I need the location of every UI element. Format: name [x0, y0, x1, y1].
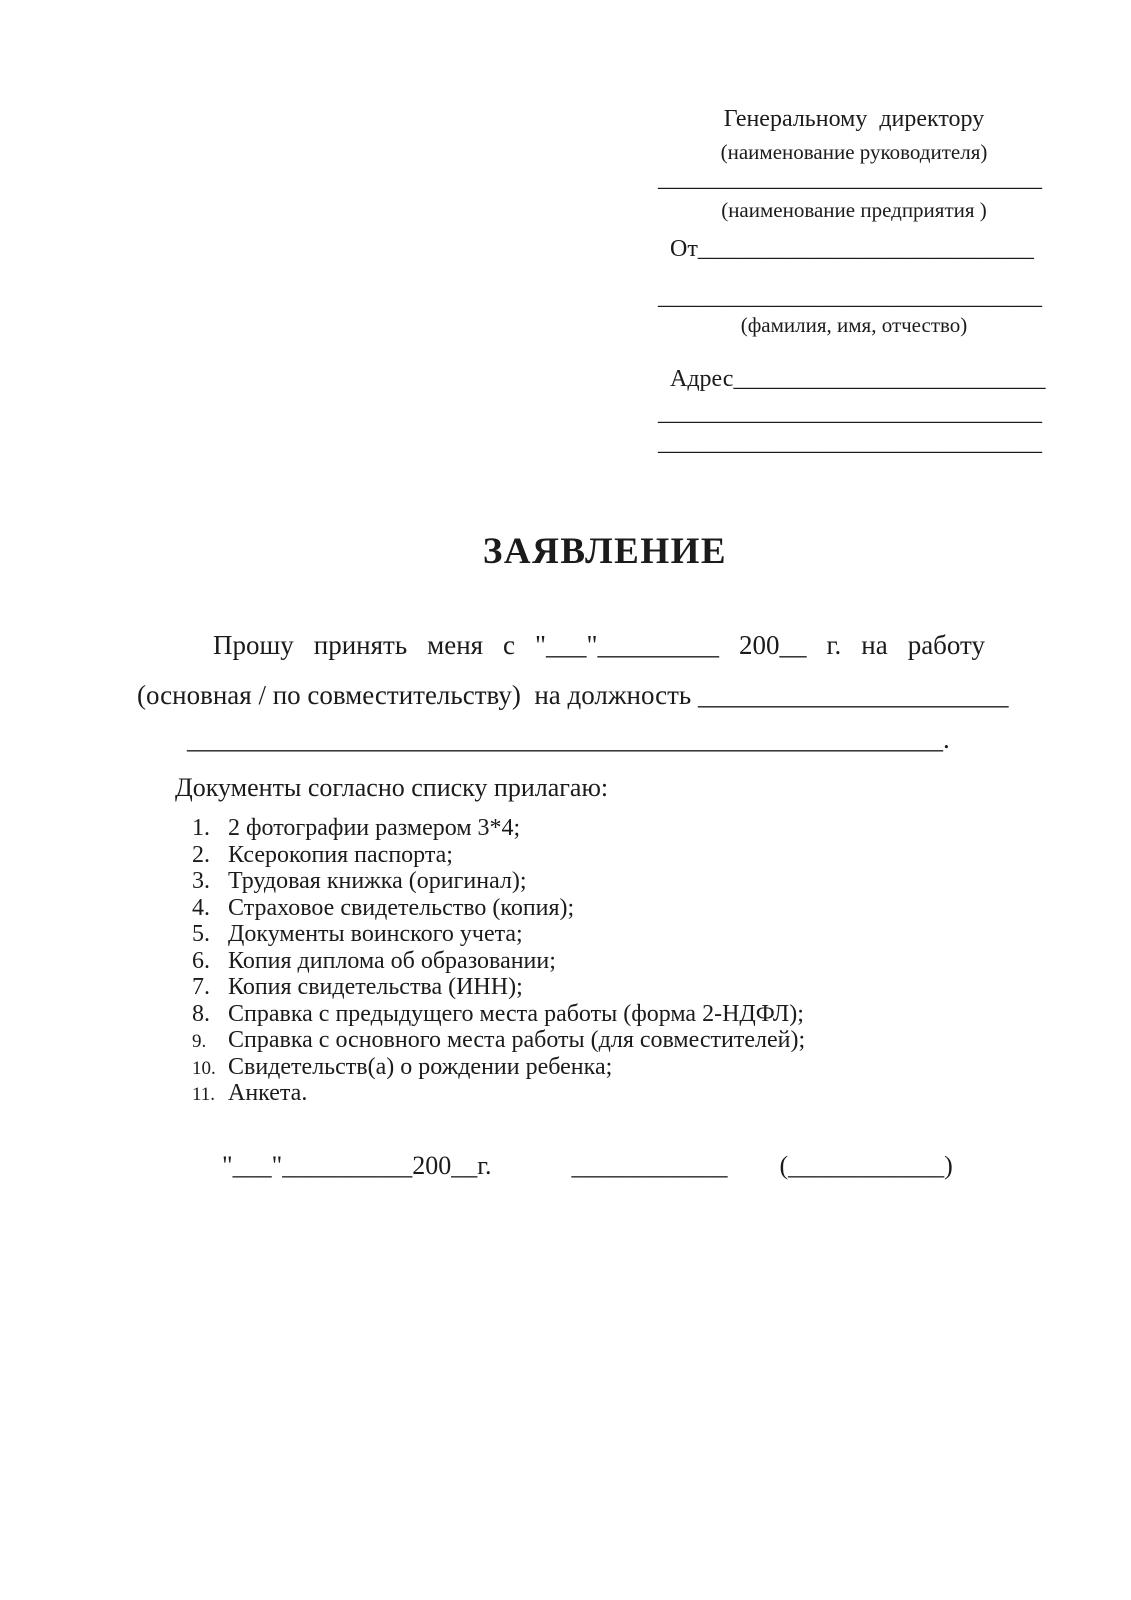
company-caption: (наименование предприятия ): [721, 198, 987, 222]
address-line: Адрес__________________________: [670, 366, 1046, 392]
item-number: 5.: [192, 921, 210, 947]
list-item: [192, 1080, 1012, 1107]
signature-blank: ____________: [571, 1151, 728, 1180]
item-text: Трудовая книжка (оригинал);: [228, 868, 527, 894]
list-item: [192, 1027, 1012, 1054]
item-number: 3.: [192, 868, 210, 894]
item-number: 4.: [192, 894, 210, 921]
address-blank-line-2: ________________________________: [658, 400, 1042, 426]
item-number: 9.: [192, 1031, 207, 1052]
item-text: Справка с основного места работы (для совместителей);: [228, 1027, 806, 1053]
item-text: Страховое свидетельство (копия);: [228, 894, 575, 921]
item-text: Справка с предыдущего места работы (форма 2-НДФЛ);: [228, 1000, 804, 1027]
list-item: [192, 895, 1012, 922]
documents-heading: Документы согласно списку прилагаю:: [175, 773, 609, 802]
item-number: 7.: [192, 974, 210, 1000]
list-item: [192, 1054, 1012, 1081]
request-paragraph-line-1: Прошу принять меня с "___"_________ 200__ г. на работу: [213, 630, 985, 660]
from-line: От____________________________: [670, 236, 1034, 262]
item-number: 11.: [192, 1084, 216, 1105]
signature-name-blank: (____________): [779, 1151, 953, 1180]
fullname-blank-line: ________________________________: [658, 284, 1042, 310]
list-item: [192, 842, 1012, 869]
list-item: [192, 815, 1012, 842]
item-text: 2 фотографии размером 3*4;: [228, 815, 521, 841]
date-signature-row: [222, 1150, 953, 1182]
item-number: 10.: [192, 1057, 216, 1079]
list-item: [192, 1001, 1012, 1028]
item-text: Свидетельств(а) о рождении ребенка;: [228, 1053, 613, 1080]
addressee-line: Генеральному директору: [723, 106, 985, 132]
address-blank-line-3: ________________________________: [658, 430, 1042, 456]
list-item: [192, 921, 1012, 948]
item-number: 1.: [192, 815, 210, 841]
item-text: Ксерокопия паспорта;: [228, 841, 453, 868]
date-blank: "___"__________200__г.: [222, 1151, 492, 1180]
list-item: [192, 974, 1012, 1001]
fullname-caption: (фамилия, имя, отчество): [740, 313, 968, 337]
item-text: Копия свидетельства (ИНН);: [228, 974, 523, 1000]
list-item: [192, 868, 1012, 895]
list-item: [192, 948, 1012, 975]
request-paragraph-line-3: ________________________________________________________.: [187, 724, 950, 754]
documents-list: [192, 815, 1012, 1107]
request-paragraph-line-2: (основная / по совместительству) на должность _______________________: [137, 680, 1009, 710]
item-text: Документы воинского учета;: [228, 921, 523, 947]
item-number: 8.: [192, 1000, 210, 1027]
item-number: 6.: [192, 947, 210, 974]
document-title: ЗАЯВЛЕНИЕ: [482, 531, 728, 572]
director-caption: (наименование руководителя): [720, 140, 988, 164]
item-text: Анкета.: [228, 1080, 308, 1106]
company-blank-line: ________________________________: [658, 166, 1042, 192]
item-text: Копия диплома об образовании;: [228, 947, 556, 974]
item-number: 2.: [192, 841, 210, 868]
